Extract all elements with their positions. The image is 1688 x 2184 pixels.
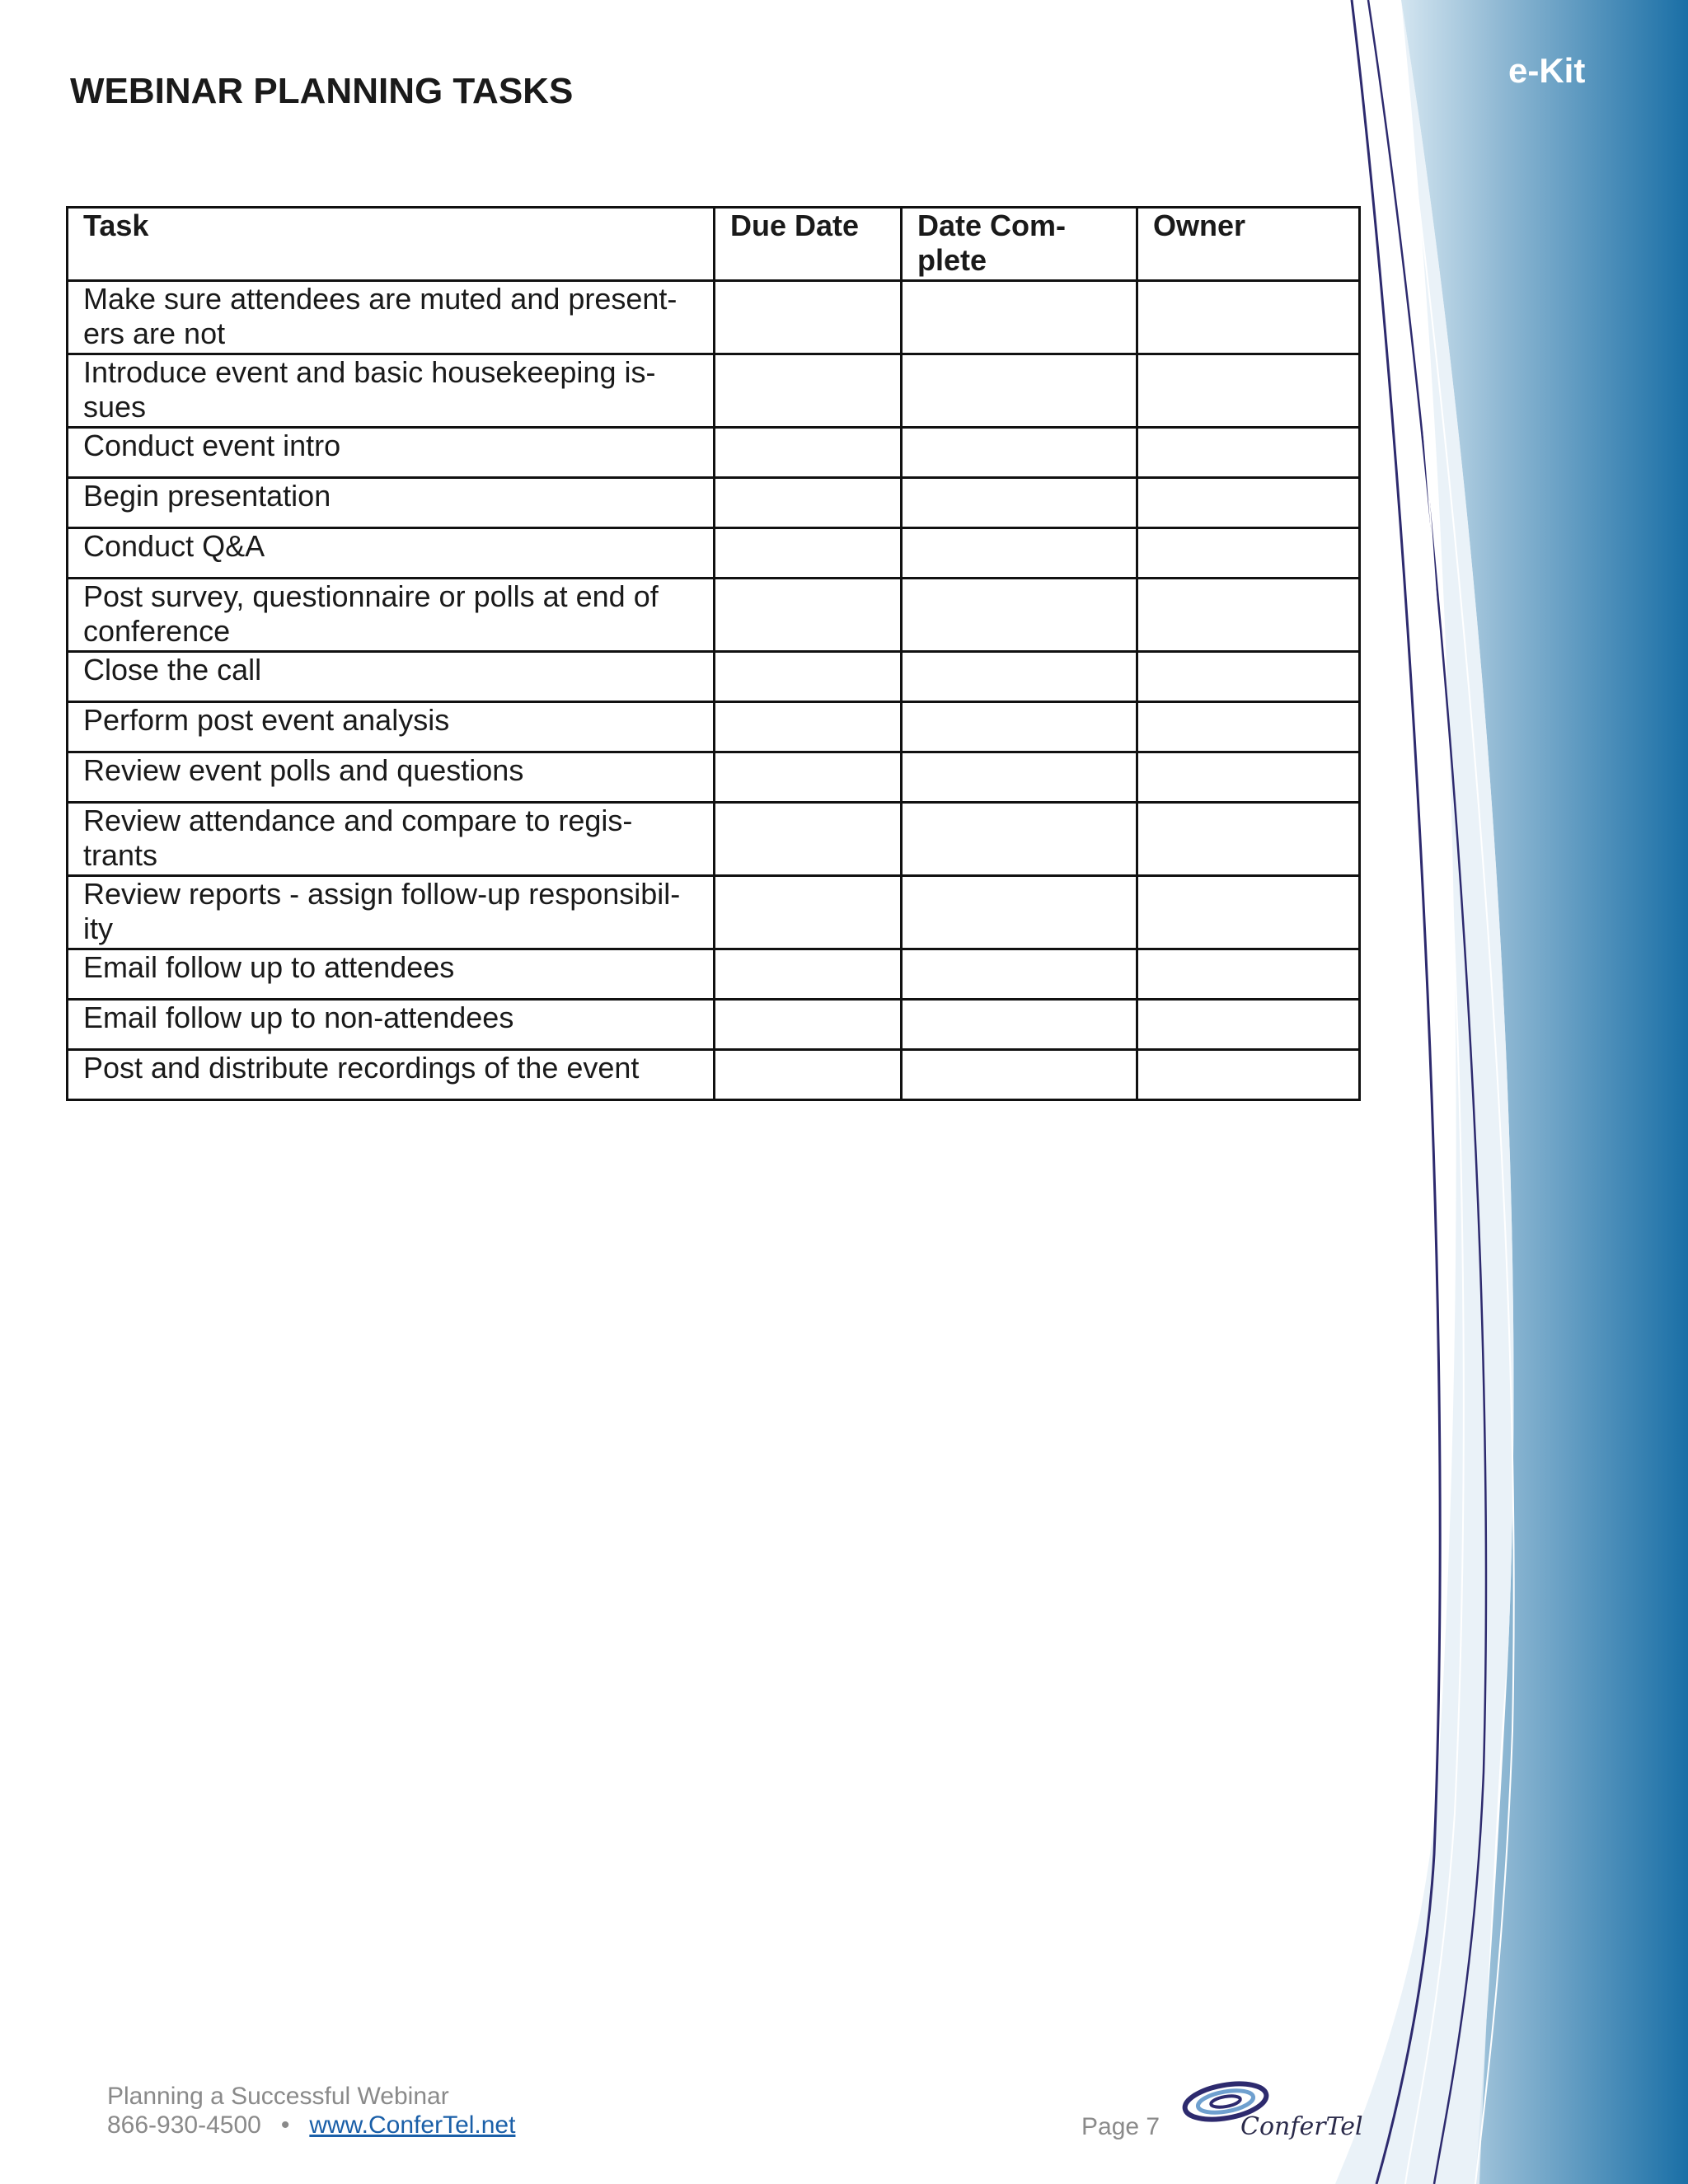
owner-cell[interactable] — [1137, 949, 1360, 1000]
due-date-cell[interactable] — [715, 579, 902, 652]
due-date-cell[interactable] — [715, 281, 902, 354]
owner-cell[interactable] — [1137, 702, 1360, 752]
table-row — [68, 803, 1360, 876]
date-complete-cell[interactable] — [902, 803, 1137, 876]
owner-cell[interactable] — [1137, 1000, 1360, 1050]
due-date-cell[interactable] — [715, 1000, 902, 1050]
due-date-cell[interactable] — [715, 752, 902, 803]
table-row — [68, 428, 1360, 478]
due-date-cell[interactable] — [715, 354, 902, 428]
date-complete-cell[interactable] — [902, 949, 1137, 1000]
footer-document-title: Planning a Successful Webinar — [107, 2083, 449, 2110]
table-row — [68, 528, 1360, 579]
task-cell: Email follow up to non-attendees — [68, 1000, 715, 1050]
table-row — [68, 1000, 1360, 1050]
owner-cell[interactable] — [1137, 281, 1360, 354]
table-row — [68, 1050, 1360, 1100]
owner-cell[interactable] — [1137, 528, 1360, 579]
table-row — [68, 702, 1360, 752]
owner-cell[interactable] — [1137, 752, 1360, 803]
confertel-logo-text: ConferTel — [1240, 2112, 1363, 2141]
owner-cell[interactable] — [1137, 579, 1360, 652]
footer-website-link[interactable]: www.ConferTel.net — [309, 2111, 516, 2139]
date-complete-cell[interactable] — [902, 579, 1137, 652]
date-complete-cell[interactable] — [902, 478, 1137, 528]
task-cell: Review event polls and questions — [68, 752, 715, 803]
footer-phone: 866-930-4500 — [107, 2111, 261, 2139]
table-row — [68, 652, 1360, 702]
footer-bullet: • — [280, 2111, 290, 2139]
date-complete-cell[interactable] — [902, 281, 1137, 354]
footer-contact — [107, 2111, 515, 2139]
task-cell: Conduct Q&A — [68, 528, 715, 579]
task-cell: Make sure attendees are muted and present- ers are not — [68, 281, 715, 354]
task-cell: Post survey, questionnaire or polls at end of conference — [68, 579, 715, 652]
owner-cell[interactable] — [1137, 428, 1360, 478]
owner-cell[interactable] — [1137, 876, 1360, 949]
table-row — [68, 579, 1360, 652]
due-date-cell[interactable] — [715, 1050, 902, 1100]
page-number: Page 7 — [1081, 2113, 1160, 2140]
due-date-cell[interactable] — [715, 478, 902, 528]
owner-cell[interactable] — [1137, 652, 1360, 702]
date-complete-cell[interactable] — [902, 428, 1137, 478]
owner-cell[interactable] — [1137, 478, 1360, 528]
due-date-cell[interactable] — [715, 702, 902, 752]
date-complete-cell[interactable] — [902, 702, 1137, 752]
due-date-cell[interactable] — [715, 876, 902, 949]
table-row — [68, 281, 1360, 354]
task-cell: Perform post event analysis — [68, 702, 715, 752]
date-complete-cell[interactable] — [902, 1050, 1137, 1100]
due-date-cell[interactable] — [715, 949, 902, 1000]
curve-line-1 — [1352, 0, 1440, 2184]
due-date-cell[interactable] — [715, 803, 902, 876]
due-date-cell[interactable] — [715, 428, 902, 478]
task-cell: Email follow up to attendees — [68, 949, 715, 1000]
table-header-row — [68, 208, 1360, 281]
ekit-badge: e-Kit — [1508, 51, 1586, 90]
task-cell: Begin presentation — [68, 478, 715, 528]
task-cell: Post and distribute recordings of the event — [68, 1050, 715, 1100]
header-date-complete: Date Com- plete — [902, 208, 1137, 281]
table-row — [68, 478, 1360, 528]
owner-cell[interactable] — [1137, 1050, 1360, 1100]
date-complete-cell[interactable] — [902, 876, 1137, 949]
header-owner: Owner — [1137, 208, 1360, 281]
owner-cell[interactable] — [1137, 354, 1360, 428]
due-date-cell[interactable] — [715, 652, 902, 702]
task-cell: Review attendance and compare to regis- trants — [68, 803, 715, 876]
date-complete-cell[interactable] — [902, 1000, 1137, 1050]
table-row — [68, 354, 1360, 428]
date-complete-cell[interactable] — [902, 528, 1137, 579]
header-task: Task — [68, 208, 715, 281]
task-cell: Close the call — [68, 652, 715, 702]
table-row — [68, 949, 1360, 1000]
task-cell: Review reports - assign follow-up responsibil- ity — [68, 876, 715, 949]
header-due-date: Due Date — [715, 208, 902, 281]
tasks-table — [66, 206, 1361, 1101]
task-cell: Conduct event intro — [68, 428, 715, 478]
page-title: WEBINAR PLANNING TASKS — [70, 71, 574, 111]
date-complete-cell[interactable] — [902, 354, 1137, 428]
due-date-cell[interactable] — [715, 528, 902, 579]
date-complete-cell[interactable] — [902, 752, 1137, 803]
owner-cell[interactable] — [1137, 803, 1360, 876]
table-row — [68, 752, 1360, 803]
task-cell: Introduce event and basic housekeeping is- sues — [68, 354, 715, 428]
date-complete-cell[interactable] — [902, 652, 1137, 702]
table-row — [68, 876, 1360, 949]
